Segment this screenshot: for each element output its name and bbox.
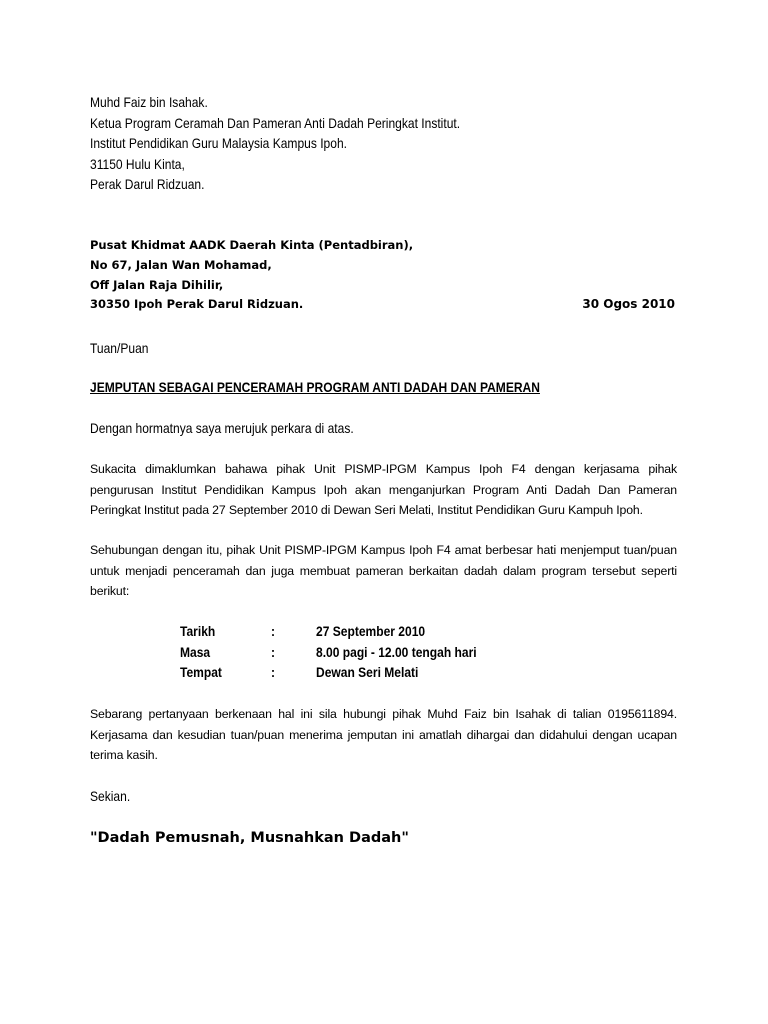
sender-name: Muhd Faiz bin Isahak.: [90, 94, 208, 110]
recipient-organization: Pusat Khidmat AADK Daerah Kinta (Pentadbiran),: [90, 238, 414, 252]
recipient-street: No 67, Jalan Wan Mohamad,: [90, 257, 272, 272]
recipient-address: [90, 236, 413, 315]
sender-address: [90, 92, 460, 195]
detail-colon: :: [271, 643, 276, 660]
detail-label: Masa: [180, 643, 211, 660]
salutation: Tuan/Puan: [90, 340, 149, 356]
subject-line: [90, 377, 540, 397]
detail-value: 8.00 pagi - 12.00 tengah hari: [316, 643, 477, 660]
body-paragraph-2: Sehubungan dengan itu, pihak Unit PISMP-IPGM Kampus Ipoh F4 amat berbesar hati menjemput tuan/puan untuk menjadi penceramah dan juga membuat pameran berkaitan dadah dalam program tersebut seperti berikut:: [90, 543, 677, 598]
detail-value: 27 September 2010: [316, 623, 426, 639]
subject-text: JEMPUTAN SEBAGAI PENCERAMAH PROGRAM ANTI DADAH DAN PAMERAN: [90, 379, 540, 395]
slogan: "Dadah Pemusnah, Musnahkan Dadah": [90, 830, 409, 846]
detail-colon: :: [271, 623, 276, 639]
sender-postcode-city: 31150 Hulu Kinta,: [90, 155, 185, 172]
intro-text: Dengan hormatnya saya merujuk perkara di atas.: [90, 420, 354, 436]
letter-date: 30 Ogos 2010: [582, 297, 675, 311]
detail-value: Dewan Seri Melati: [316, 664, 419, 680]
body-paragraph-3: Sebarang pertanyaan berkenaan hal ini sila hubungi pihak Muhd Faiz bin Isahak di talian 0195611894. Kerjasama dan kesudian tuan/puan menerima jemputan ini amatlah dihargai dan didahului dengan ucapan terima kasih.: [90, 707, 677, 762]
detail-label: Tempat: [180, 664, 222, 680]
recipient-street-2: Off Jalan Raja Dihilir,: [90, 277, 224, 292]
body-paragraph-1: Sukacita dimaklumkan bahawa pihak Unit PISMP-IPGM Kampus Ipoh F4 dengan kerjasama pihak pengurusan Institut Pendidikan Kampus Ipoh akan menganjurkan Program Anti Dadah Dan Pameran Peringkat Institut pada 27 September 2010 di Dewan Seri Melati, Institut Pendidikan Guru Kampuh Ipoh.: [90, 462, 677, 517]
sender-position: Ketua Program Ceramah Dan Pameran Anti Dadah Peringkat Institut.: [90, 114, 461, 131]
sender-state: Perak Darul Ridzuan.: [90, 176, 205, 192]
closing-text: Sekian.: [90, 788, 131, 804]
detail-colon: :: [271, 664, 276, 680]
sender-institution: Institut Pendidikan Guru Malaysia Kampus Ipoh.: [90, 135, 347, 151]
recipient-postcode-city: 30350 Ipoh Perak Darul Ridzuan.: [90, 297, 304, 312]
detail-label: Tarikh: [180, 623, 216, 639]
